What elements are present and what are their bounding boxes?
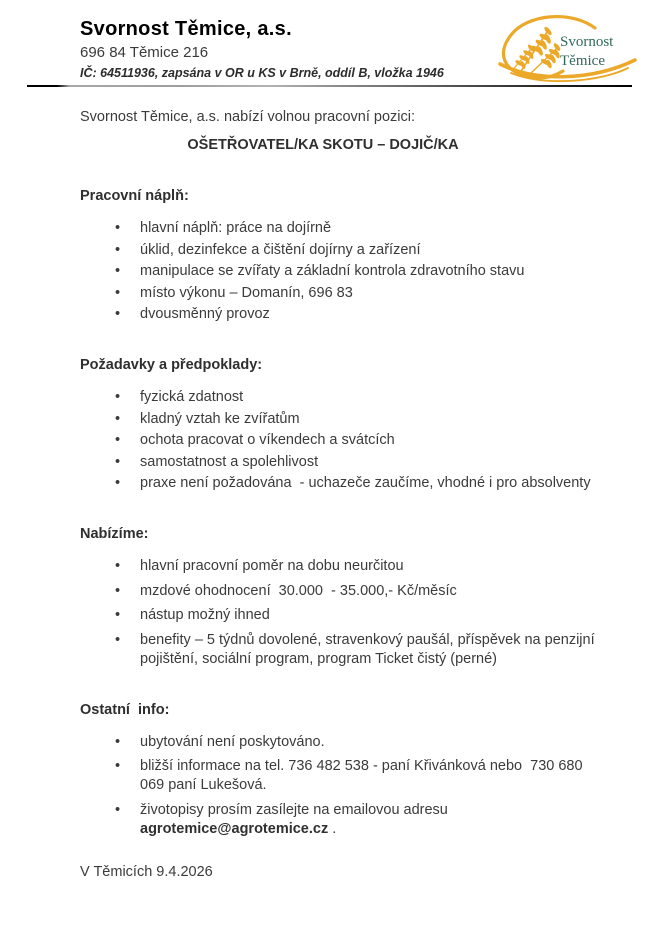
list-item-text: praxe není požadována - uchazeče zaučíme, vhodné i pro absolventy [140, 475, 591, 492]
list-item-text: fyzická zdatnost [140, 389, 244, 406]
header-divider [27, 85, 632, 87]
section-heading: Nabízíme: [80, 526, 149, 543]
list-item-text: životopisy prosím zasílejte na emailovou adresu agrotemice@agrotemice.cz . [140, 801, 456, 837]
list-item-text: hlavní pracovní poměr na dobu neurčitou [140, 558, 404, 575]
list-item-text: dvousměnný provoz [140, 306, 270, 323]
list-item [115, 757, 610, 795]
list-item [115, 733, 610, 752]
bullet-list [115, 733, 610, 839]
list-item-text: ochota pracovat o víkendech a svátcích [140, 432, 395, 449]
section-heading: Požadavky a předpoklady: [80, 357, 263, 374]
logo-wordmark-line1: Svornost [560, 34, 614, 50]
list-item [115, 453, 610, 472]
list-item [115, 219, 610, 238]
sections [80, 187, 610, 839]
company-address: 696 84 Těmice 216 [80, 44, 209, 61]
company-registry-info: IČ: 64511936, zapsána v OR u KS v Brně, oddíl B, vložka 1946 [80, 65, 444, 80]
list-item [115, 410, 610, 429]
list-item-text: hlavní náplň: práce na dojírně [140, 220, 332, 237]
company-name: Svornost Těmice, a.s. [80, 18, 292, 40]
logo-wordmark-line2: Těmice [560, 53, 605, 69]
document-body [80, 108, 610, 882]
list-item-text: samostatnost a spolehlivost [140, 453, 319, 470]
list-item [115, 388, 610, 407]
document-header [0, 0, 665, 81]
list-item [115, 557, 610, 576]
section-heading: Pracovní náplň: [80, 188, 189, 205]
list-item [115, 474, 610, 493]
lead-line: Svornost Těmice, a.s. nabízí volnou pracovní pozici: [80, 109, 416, 126]
job-title: OŠETŘOVATEL/KA SKOTU – DOJIČ/KA [187, 137, 459, 154]
list-item-text: ubytování není poskytováno. [140, 733, 325, 750]
list-item [115, 631, 610, 669]
list-item [115, 284, 610, 303]
list-item-text: kladný vztah ke zvířatům [140, 410, 300, 427]
list-item-text: mzdové ohodnocení 30.000 - 35.000,- Kč/měsíc [140, 582, 457, 599]
list-item [115, 241, 610, 260]
section [80, 187, 610, 324]
section [80, 356, 610, 493]
list-item-text: manipulace se zvířaty a základní kontrola zdravotního stavu [140, 263, 525, 280]
list-item [115, 262, 610, 281]
list-item [115, 606, 610, 625]
bullet-list [115, 557, 610, 669]
list-item [115, 801, 610, 839]
bullet-list [115, 219, 610, 324]
list-item-text: nástup možný ihned [140, 607, 270, 624]
section-heading: Ostatní info: [80, 701, 170, 718]
list-item-text: místo výkonu – Domanín, 696 83 [140, 284, 353, 301]
section [80, 701, 610, 839]
section [80, 525, 610, 669]
wheat-grains-icon [514, 26, 561, 70]
company-logo [497, 14, 639, 86]
list-item-text: úklid, dezinfekce a čištění dojírny a zařízení [140, 241, 421, 258]
dateline: V Těmicích 9.4.2026 [80, 863, 213, 880]
list-item-text: bližší informace na tel. 736 482 538 - paní Křivánková nebo 730 680 069 paní Lukešová. [140, 758, 587, 794]
bullet-list [115, 388, 610, 493]
list-item [115, 305, 610, 324]
list-item [115, 431, 610, 450]
list-item-text: benefity – 5 týdnů dovolené, stravenkový paušál, příspěvek na penzijní pojištění, sociální program, program Ticket čistý (perné) [140, 631, 599, 667]
list-item [115, 582, 610, 601]
